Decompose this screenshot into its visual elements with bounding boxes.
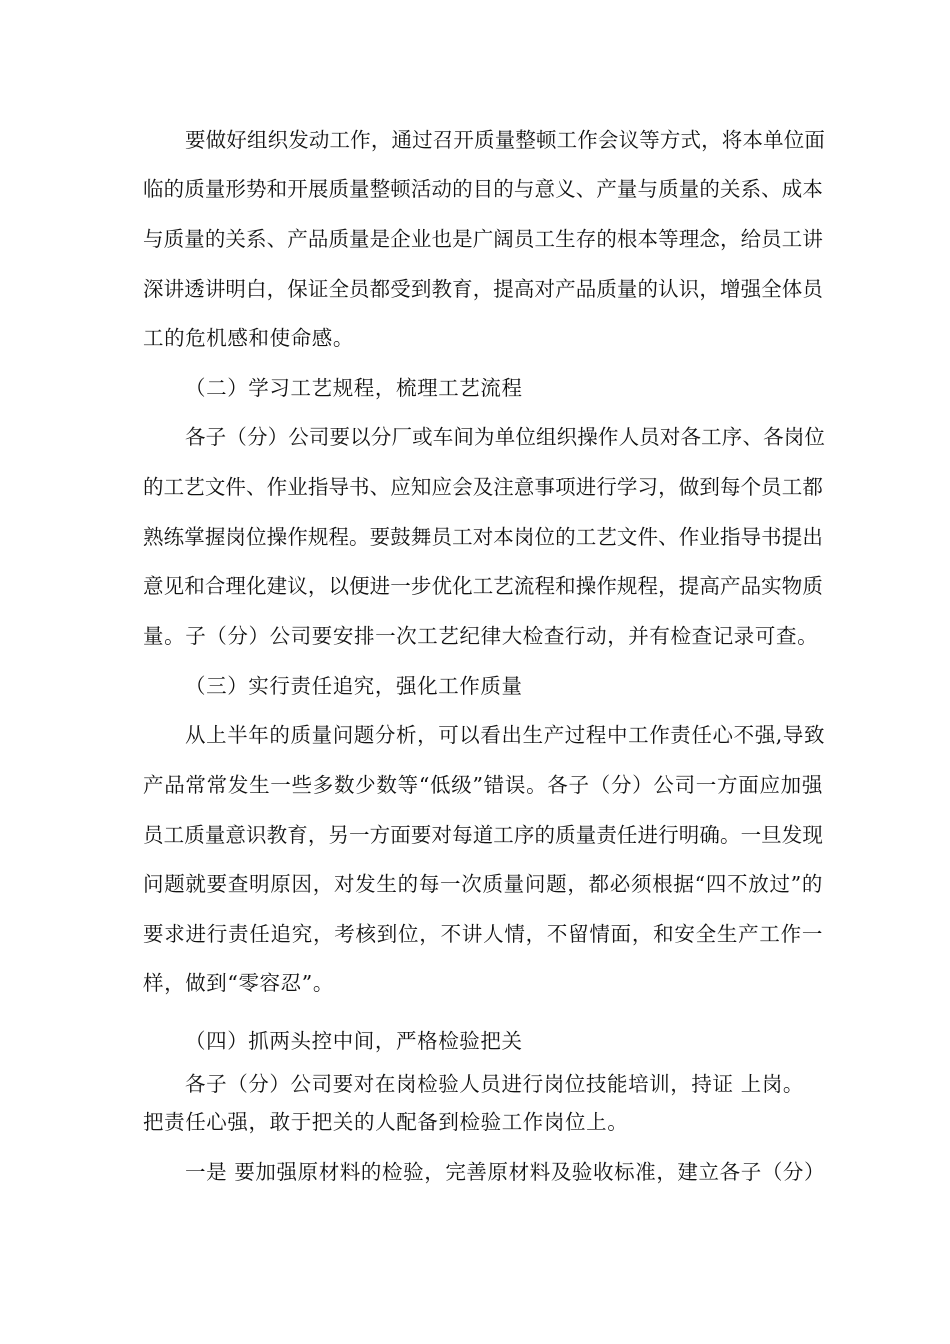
section-heading-2: （二）学习工艺规程，梳理工艺流程	[185, 376, 523, 400]
paragraph-1-line-3: 与质量的关系、产品质量是企业也是广阔员工生存的根本等理念，给员工讲	[143, 227, 823, 251]
paragraph-1-line-4: 深讲透讲明白，保证全员都受到教育，提高对产品质量的认识，增强全体员	[143, 277, 823, 301]
paragraph-3-line-6: 样，做到“零容忍”。	[143, 971, 334, 995]
paragraph-4-line-1: 各子（分）公司要对在岗检验人员进行岗位技能培训，持证 上岗。	[185, 1072, 805, 1096]
paragraph-2-line-2: 的工艺文件、作业指导书、应知应会及注意事项进行学习，做到每个员工都	[143, 475, 823, 499]
paragraph-2-line-3: 熟练掌握岗位操作规程。要鼓舞员工对本岗位的工艺文件、作业指导书提出	[143, 525, 823, 549]
paragraph-1-line-2: 临的质量形势和开展质量整顿活动的目的与意义、产量与质量的关系、成本	[143, 177, 823, 201]
paragraph-2-line-5: 量。子（分）公司要安排一次工艺纪律大检查行动，并有检查记录可查。	[143, 624, 819, 648]
paragraph-3-line-1: 从上半年的质量问题分析，可以看出生产过程中工作责任心不强,导致	[185, 723, 826, 747]
paragraph-3-line-3: 员工质量意识教育，另一方面要对每道工序的质量责任进行明确。一旦发现	[143, 823, 823, 847]
paragraph-3-line-2: 产品常常发生一些多数少数等“低级”错误。各子（分）公司一方面应加强	[143, 773, 823, 797]
section-heading-3: （三）实行责任追究，强化工作质量	[185, 674, 523, 698]
paragraph-5-line-1: 一是 要加强原材料的检验，完善原材料及验收标准，建立各子（分）	[185, 1160, 826, 1184]
paragraph-2-line-4: 意见和合理化建议，以便进一步优化工艺流程和操作规程，提高产品实物质	[143, 574, 823, 598]
paragraph-1-line-1: 要做好组织发动工作，通过召开质量整顿工作会议等方式，将本单位面	[185, 128, 825, 152]
section-heading-4: （四）抓两头控中间，严格检验把关	[185, 1029, 523, 1053]
paragraph-1-line-5: 工的危机感和使命感。	[143, 326, 354, 350]
paragraph-3-line-5: 要求进行责任追究，考核到位，不讲人情，不留情面，和安全生产工作一	[143, 922, 823, 946]
paragraph-3-line-4: 问题就要查明原因，对发生的每一次质量问题，都必须根据“四不放过”的	[143, 872, 823, 896]
paragraph-2-line-1: 各子（分）公司要以分厂或车间为单位组织操作人员对各工序、各岗位	[185, 425, 825, 449]
paragraph-4-line-2: 把责任心强，敢于把关的人配备到检验工作岗位上。	[143, 1110, 629, 1134]
